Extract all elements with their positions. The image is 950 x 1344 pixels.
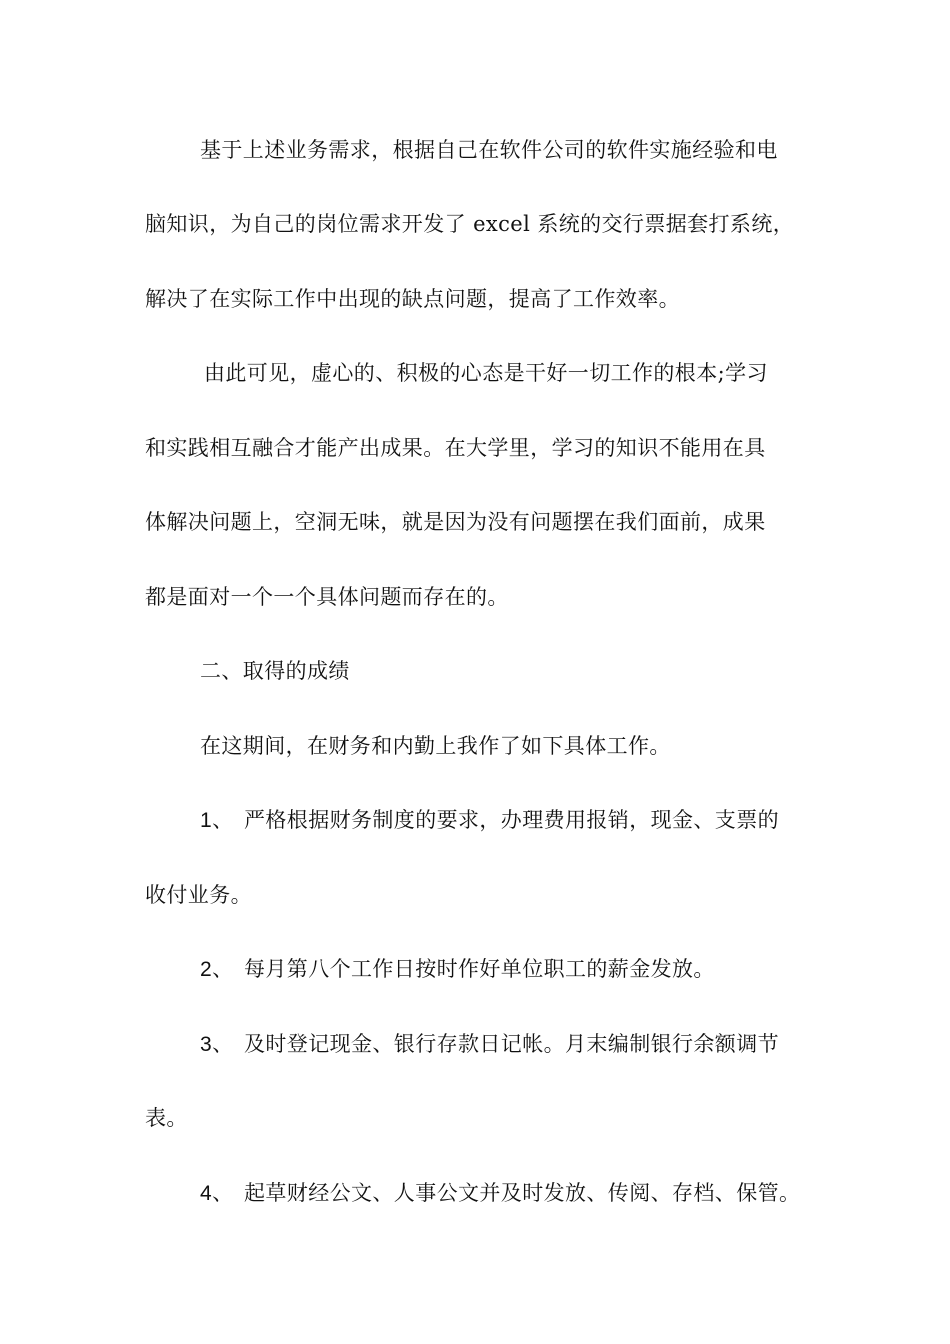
list-item-1-line-2: 收付业务。	[145, 883, 252, 907]
list-item-3-line-2: 表。	[145, 1106, 188, 1130]
paragraph-1-line-1: 基于上述业务需求，根据自己在软件公司的软件实施经验和电	[200, 138, 778, 162]
list-item-3-line-1	[200, 1029, 779, 1060]
intro-text: 在这期间，在财务和内勤上我作了如下具体工作。	[200, 734, 671, 758]
paragraph-1-line-2: 脑知识，为自己的岗位需求开发了 excel 系统的交行票据套打系统，	[145, 212, 795, 236]
list-item-text: 起草财经公文、人事公文并及时发放、传阅、存档、保管。	[244, 1181, 801, 1205]
paragraph-2-line-3: 体解决问题上，空洞无味，就是因为没有问题摆在我们面前，成果	[145, 510, 766, 534]
list-item-number: 1、	[200, 809, 234, 832]
list-item-text: 及时登记现金、银行存款日记帐。月末编制银行余额调节	[244, 1032, 779, 1056]
section-heading: 二、取得的成绩	[200, 659, 350, 683]
list-item-number: 3、	[200, 1033, 234, 1056]
paragraph-2-line-4: 都是面对一个一个具体问题而存在的。	[145, 585, 509, 609]
list-item-text: 严格根据财务制度的要求，办理费用报销，现金、支票的	[244, 808, 779, 832]
list-item-2-line-1	[200, 954, 715, 985]
paragraph-2-line-1: 由此可见，虚心的、积极的心态是干好一切工作的根本;学习	[204, 361, 768, 385]
paragraph-2-line-2: 和实践相互融合才能产出成果。在大学里，学习的知识不能用在具	[145, 436, 766, 460]
list-item-number: 2、	[200, 958, 234, 981]
list-item-4-line-1	[200, 1178, 800, 1209]
paragraph-1-line-3: 解决了在实际工作中出现的缺点问题，提高了工作效率。	[145, 287, 680, 311]
list-item-text: 每月第八个工作日按时作好单位职工的薪金发放。	[244, 957, 715, 981]
list-item-number: 4、	[200, 1182, 234, 1205]
list-item-1-line-1	[200, 805, 779, 836]
